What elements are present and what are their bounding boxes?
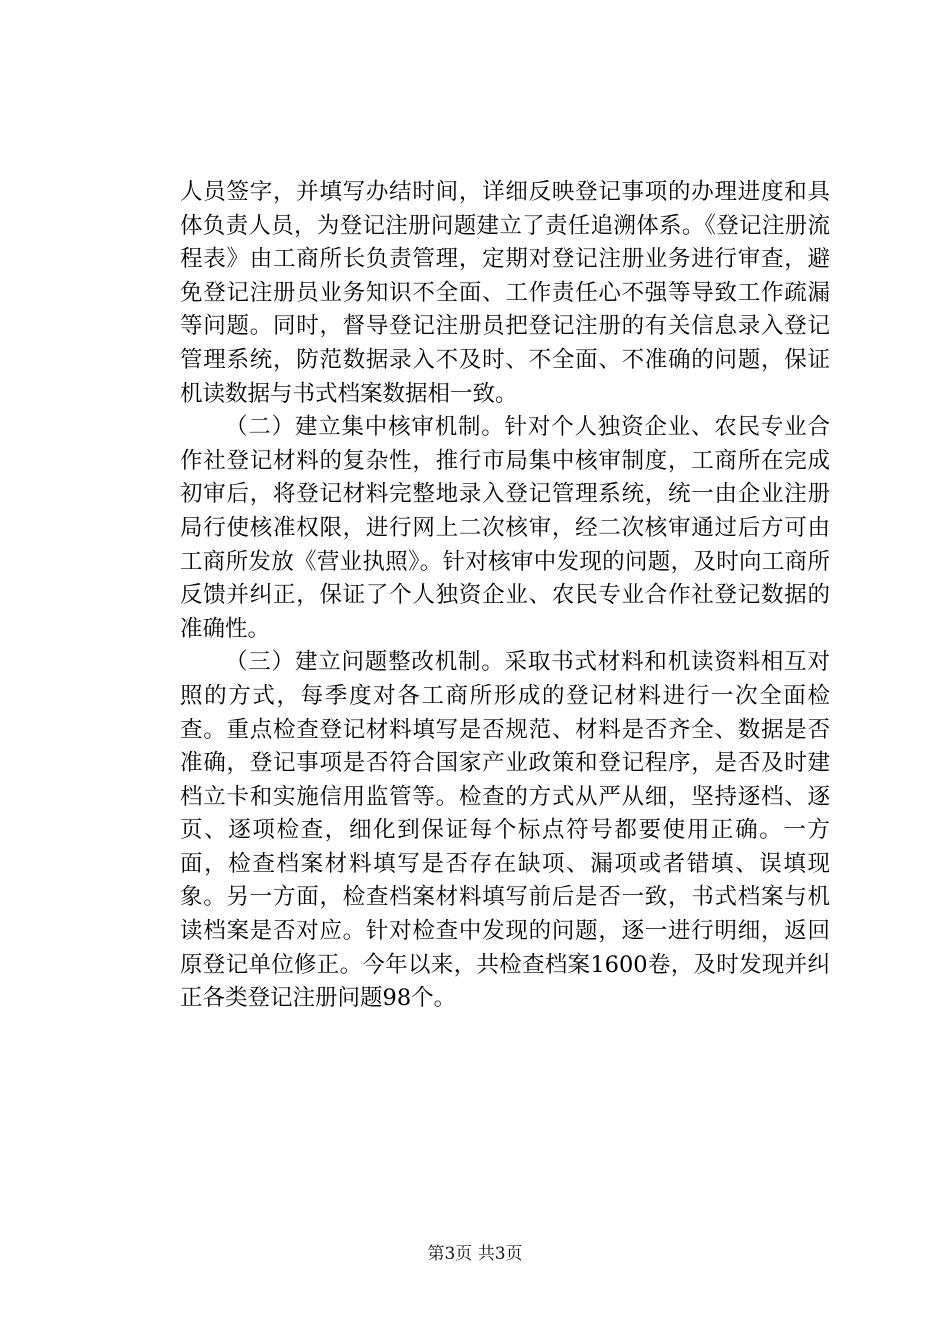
document-body	[180, 176, 830, 1016]
paragraph-2: （二）建立集中核审机制。针对个人独资企业、农民专业合作社登记材料的复杂性，推行市局集中核审制度，工商所在完成初审后，将登记材料完整地录入登记管理系统，统一由企业注册局行使核准权限，进行网上二次核审，经二次核审通过后方可由工商所发放《营业执照》。针对核审中发现的问题，及时向工商所反馈并纠正，保证了个人独资企业、农民专业合作社登记数据的准确性。	[180, 414, 830, 642]
paragraph-3: （三）建立问题整改机制。采取书式材料和机读资料相互对照的方式，每季度对各工商所形成的登记材料进行一次全面检查。重点检查登记材料填写是否规范、材料是否齐全、数据是否准确，登记事项是否符合国家产业政策和登记程序，是否及时建档立卡和实施信用监管等。检查的方式从严从细，坚持逐档、逐页、逐项检查，细化到保证每个标点符号都要使用正确。一方面，检查档案材料填写是否存在缺项、漏项或者错填、误填现象。另一方面，检查档案材料填写前后是否一致，书式档案与机读档案是否对应。针对检查中发现的问题，逐一进行明细，返回原登记单位修正。今年以来，共检查档案1600卷，及时发现并纠正各类登记注册问题98个。	[180, 649, 830, 1012]
page-footer	[0, 1243, 950, 1265]
page-number-label: 第3页 共3页	[427, 1244, 523, 1264]
paragraph-1: 人员签字，并填写办结时间，详细反映登记事项的办理进度和具体负责人员，为登记注册问题建立了责任追溯体系。《登记注册流程表》由工商所长负责管理，定期对登记注册业务进行审查，避免登记注册员业务知识不全面、工作责任心不强等导致工作疏漏等问题。同时，督导登记注册员把登记注册的有关信息录入登记管理系统，防范数据录入不及时、不全面、不准确的问题，保证机读数据与书式档案数据相一致。	[180, 179, 830, 407]
